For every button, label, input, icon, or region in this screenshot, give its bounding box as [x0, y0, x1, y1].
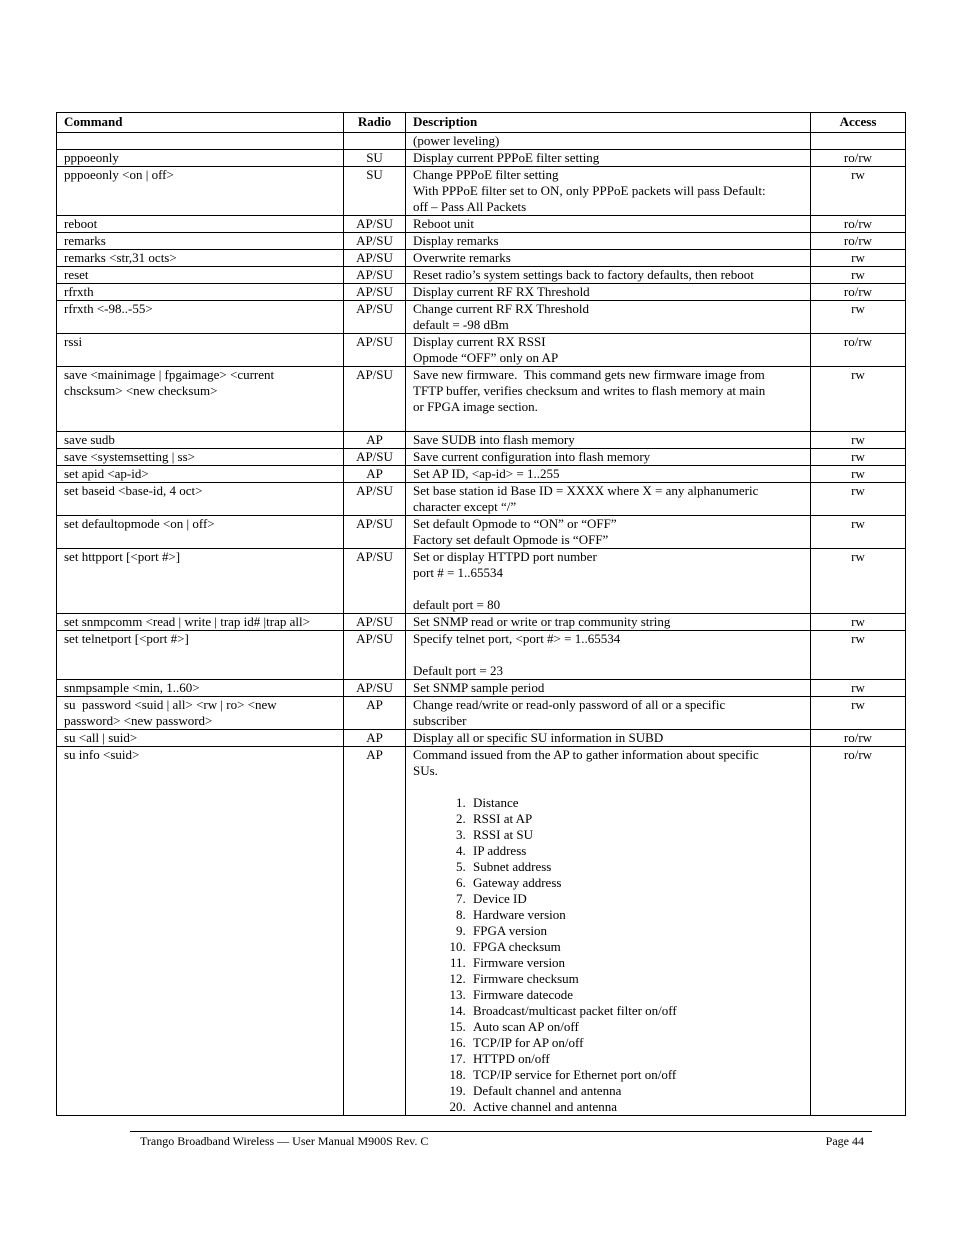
description-text — [413, 581, 803, 597]
description-cell — [406, 614, 811, 631]
description-text: Opmode “OFF” only on AP — [413, 350, 559, 365]
table-row — [57, 284, 906, 301]
command-cell — [57, 614, 344, 631]
command-cell — [57, 284, 344, 301]
description-text — [413, 647, 803, 663]
description-text: off – Pass All Packets — [413, 199, 527, 214]
access-cell: rw — [811, 267, 906, 284]
description-cell — [406, 233, 811, 250]
page-number: Page 44 — [825, 1134, 864, 1148]
command-text: save <mainimage | fpgaimage> <current — [64, 367, 275, 382]
table-row — [57, 133, 906, 150]
radio-cell: AP/SU — [344, 449, 406, 466]
command-cell — [57, 680, 344, 697]
access-cell: rw — [811, 680, 906, 697]
command-text: rfrxth — [64, 284, 94, 299]
description-text: Change PPPoE filter setting — [413, 167, 559, 182]
footer-title: Trango Broadband Wireless — User Manual M900S Rev. C — [140, 1134, 429, 1148]
access-cell: rw — [811, 549, 906, 614]
radio-cell: AP/SU — [344, 267, 406, 284]
command-text: snmpsample <min, 1..60> — [64, 680, 200, 695]
radio-cell: AP/SU — [344, 334, 406, 367]
access-cell: ro/rw — [811, 284, 906, 301]
list-item: 2. RSSI at AP — [469, 811, 803, 827]
command-text: su <all | suid> — [64, 730, 138, 745]
command-text: set httpport [<port #>] — [64, 549, 181, 564]
radio-cell: SU — [344, 167, 406, 216]
table-row — [57, 432, 906, 449]
description-text: Overwrite remarks — [413, 250, 511, 265]
access-cell: ro/rw — [811, 233, 906, 250]
description-cell — [406, 483, 811, 516]
description-text: Command issued from the AP to gather information about specific — [413, 747, 759, 762]
description-cell — [406, 466, 811, 483]
description-text: Save new firmware. This command gets new firmware image from — [413, 367, 765, 382]
table-row — [57, 466, 906, 483]
access-cell: rw — [811, 449, 906, 466]
command-text: pppoeonly <on | off> — [64, 167, 174, 182]
description-cell — [406, 133, 811, 150]
description-text: Display current RX RSSI — [413, 334, 546, 349]
description-text: Specify telnet port, <port #> = 1..65534 — [413, 631, 621, 646]
description-cell — [406, 301, 811, 334]
access-cell: rw — [811, 466, 906, 483]
radio-cell: AP/SU — [344, 483, 406, 516]
list-item: 14. Broadcast/multicast packet filter on/off — [469, 1003, 803, 1019]
table-row — [57, 516, 906, 549]
command-text: su info <suid> — [64, 747, 140, 762]
description-text: Set base station id Base ID = XXXX where X = any alphanumeric — [413, 483, 759, 498]
table-row — [57, 267, 906, 284]
radio-cell — [344, 133, 406, 150]
table-row — [57, 301, 906, 334]
description-text: Set SNMP sample period — [413, 680, 545, 695]
description-cell — [406, 150, 811, 167]
command-cell — [57, 334, 344, 367]
radio-cell: AP — [344, 730, 406, 747]
description-cell — [406, 631, 811, 680]
access-cell: ro/rw — [811, 730, 906, 747]
header-access: Access — [811, 113, 906, 133]
access-cell: rw — [811, 516, 906, 549]
access-cell: rw — [811, 483, 906, 516]
command-cell — [57, 216, 344, 233]
table-row — [57, 449, 906, 466]
radio-cell: AP/SU — [344, 631, 406, 680]
table-row — [57, 614, 906, 631]
command-text: remarks — [64, 233, 106, 248]
access-cell: rw — [811, 250, 906, 267]
command-cell — [57, 367, 344, 432]
description-text — [413, 415, 803, 431]
command-cell — [57, 449, 344, 466]
command-table — [56, 112, 906, 1116]
description-text: Reset radio’s system settings back to factory defaults, then reboot — [413, 267, 754, 282]
description-cell — [406, 267, 811, 284]
command-cell — [57, 167, 344, 216]
radio-cell: AP — [344, 432, 406, 449]
list-item: 4. IP address — [469, 843, 803, 859]
radio-cell: AP/SU — [344, 549, 406, 614]
description-cell — [406, 516, 811, 549]
description-text: Save current configuration into flash memory — [413, 449, 651, 464]
radio-cell: AP/SU — [344, 233, 406, 250]
header-description: Description — [406, 113, 811, 133]
radio-cell: AP/SU — [344, 250, 406, 267]
description-text: character except “/” — [413, 499, 517, 514]
command-text: reset — [64, 267, 89, 282]
command-cell — [57, 150, 344, 167]
list-item: 13. Firmware datecode — [469, 987, 803, 1003]
command-text: pppoeonly — [64, 150, 119, 165]
radio-cell: AP — [344, 697, 406, 730]
description-text: port # = 1..65534 — [413, 565, 504, 580]
table-row — [57, 549, 906, 614]
list-item: 12. Firmware checksum — [469, 971, 803, 987]
command-text: rfrxth <-98..-55> — [64, 301, 153, 316]
description-cell — [406, 432, 811, 449]
description-text: subscriber — [413, 713, 467, 728]
list-item: 3. RSSI at SU — [469, 827, 803, 843]
command-text: reboot — [64, 216, 98, 231]
command-text: password> <new password> — [64, 713, 213, 728]
access-cell: ro/rw — [811, 150, 906, 167]
access-cell: rw — [811, 432, 906, 449]
description-text: Display all or specific SU information in SUBD — [413, 730, 664, 745]
table-row — [57, 216, 906, 233]
table-row — [57, 250, 906, 267]
access-cell: rw — [811, 697, 906, 730]
description-cell — [406, 167, 811, 216]
table-header-row — [57, 113, 906, 133]
radio-cell: AP — [344, 466, 406, 483]
description-cell — [406, 334, 811, 367]
page-footer — [130, 1131, 872, 1148]
radio-cell: SU — [344, 150, 406, 167]
access-cell: rw — [811, 301, 906, 334]
command-cell — [57, 730, 344, 747]
command-cell — [57, 267, 344, 284]
description-text: default = -98 dBm — [413, 317, 509, 332]
command-text: set baseid <base-id, 4 oct> — [64, 483, 203, 498]
list-item: 11. Firmware version — [469, 955, 803, 971]
table-row — [57, 631, 906, 680]
command-cell — [57, 233, 344, 250]
description-text: Change current RF RX Threshold — [413, 301, 589, 316]
command-cell — [57, 301, 344, 334]
command-text: set snmpcomm <read | write | trap id# |trap all> — [64, 614, 310, 629]
description-text: Set SNMP read or write or trap community string — [413, 614, 671, 629]
description-text: TFTP buffer, verifies checksum and writes to flash memory at main — [413, 383, 766, 398]
command-text: set telnetport [<port #>] — [64, 631, 189, 646]
command-cell — [57, 631, 344, 680]
description-text: Display current PPPoE filter setting — [413, 150, 600, 165]
list-item: 16. TCP/IP for AP on/off — [469, 1035, 803, 1051]
table-row — [57, 730, 906, 747]
command-cell — [57, 516, 344, 549]
description-text: Display remarks — [413, 233, 499, 248]
description-text: Display current RF RX Threshold — [413, 284, 590, 299]
header-command: Command — [57, 113, 344, 133]
description-cell — [406, 367, 811, 432]
radio-cell: AP/SU — [344, 284, 406, 301]
list-item: 7. Device ID — [469, 891, 803, 907]
description-text: With PPPoE filter set to ON, only PPPoE packets will pass Default: — [413, 183, 766, 198]
command-text: set apid <ap-id> — [64, 466, 149, 481]
command-text: rssi — [64, 334, 83, 349]
command-text: save <systemsetting | ss> — [64, 449, 196, 464]
description-text: Reboot unit — [413, 216, 475, 231]
access-cell: rw — [811, 614, 906, 631]
list-item: 6. Gateway address — [469, 875, 803, 891]
radio-cell: AP/SU — [344, 680, 406, 697]
radio-cell: AP/SU — [344, 301, 406, 334]
command-text — [64, 133, 336, 149]
command-text: chscksum> <new checksum> — [64, 383, 218, 398]
description-text: Default port = 23 — [413, 663, 504, 678]
description-text — [413, 779, 803, 795]
description-text: Set AP ID, <ap-id> = 1..255 — [413, 466, 560, 481]
table-row — [57, 367, 906, 432]
info-items-list — [413, 795, 803, 1115]
list-item: 8. Hardware version — [469, 907, 803, 923]
table-row — [57, 680, 906, 697]
access-cell: rw — [811, 367, 906, 432]
access-cell — [811, 133, 906, 150]
command-text: su password <suid | all> <rw | ro> <new — [64, 697, 277, 712]
list-item: 9. FPGA version — [469, 923, 803, 939]
description-text: SUs. — [413, 763, 438, 778]
table-row — [57, 150, 906, 167]
description-text: Save SUDB into flash memory — [413, 432, 575, 447]
table-row — [57, 697, 906, 730]
table-body — [57, 133, 906, 1116]
description-text: Set or display HTTPD port number — [413, 549, 597, 564]
command-cell — [57, 483, 344, 516]
list-item: 20. Active channel and antenna — [469, 1099, 803, 1115]
radio-cell: AP/SU — [344, 367, 406, 432]
command-cell — [57, 747, 344, 1116]
list-item: 5. Subnet address — [469, 859, 803, 875]
table-row — [57, 233, 906, 250]
radio-cell: AP/SU — [344, 614, 406, 631]
table-row — [57, 334, 906, 367]
description-cell — [406, 747, 811, 1116]
description-text: (power leveling) — [413, 133, 500, 148]
list-item: 18. TCP/IP service for Ethernet port on/off — [469, 1067, 803, 1083]
header-radio: Radio — [344, 113, 406, 133]
description-cell — [406, 549, 811, 614]
access-cell: rw — [811, 631, 906, 680]
radio-cell: AP/SU — [344, 516, 406, 549]
description-cell — [406, 730, 811, 747]
command-text: save sudb — [64, 432, 115, 447]
command-cell — [57, 549, 344, 614]
access-cell: ro/rw — [811, 334, 906, 367]
list-item: 1. Distance — [469, 795, 803, 811]
table-row — [57, 747, 906, 1116]
command-cell — [57, 133, 344, 150]
command-cell — [57, 466, 344, 483]
list-item: 19. Default channel and antenna — [469, 1083, 803, 1099]
description-cell — [406, 250, 811, 267]
table-row — [57, 167, 906, 216]
list-item: 10. FPGA checksum — [469, 939, 803, 955]
radio-cell: AP — [344, 747, 406, 1116]
description-cell — [406, 216, 811, 233]
command-cell — [57, 250, 344, 267]
radio-cell: AP/SU — [344, 216, 406, 233]
table-row — [57, 483, 906, 516]
description-cell — [406, 449, 811, 466]
list-item: 15. Auto scan AP on/off — [469, 1019, 803, 1035]
access-cell: rw — [811, 167, 906, 216]
description-text: or FPGA image section. — [413, 399, 538, 414]
description-text: Set default Opmode to “ON” or “OFF” — [413, 516, 617, 531]
description-text: Factory set default Opmode is “OFF” — [413, 532, 609, 547]
access-cell: ro/rw — [811, 216, 906, 233]
description-text: Change read/write or read-only password of all or a specific — [413, 697, 726, 712]
command-text: remarks <str,31 octs> — [64, 250, 177, 265]
command-cell — [57, 432, 344, 449]
access-cell: ro/rw — [811, 747, 906, 1116]
description-text: default port = 80 — [413, 597, 501, 612]
command-text: set defaultopmode <on | off> — [64, 516, 215, 531]
description-cell — [406, 680, 811, 697]
description-cell — [406, 697, 811, 730]
command-cell — [57, 697, 344, 730]
list-item: 17. HTTPD on/off — [469, 1051, 803, 1067]
description-cell — [406, 284, 811, 301]
